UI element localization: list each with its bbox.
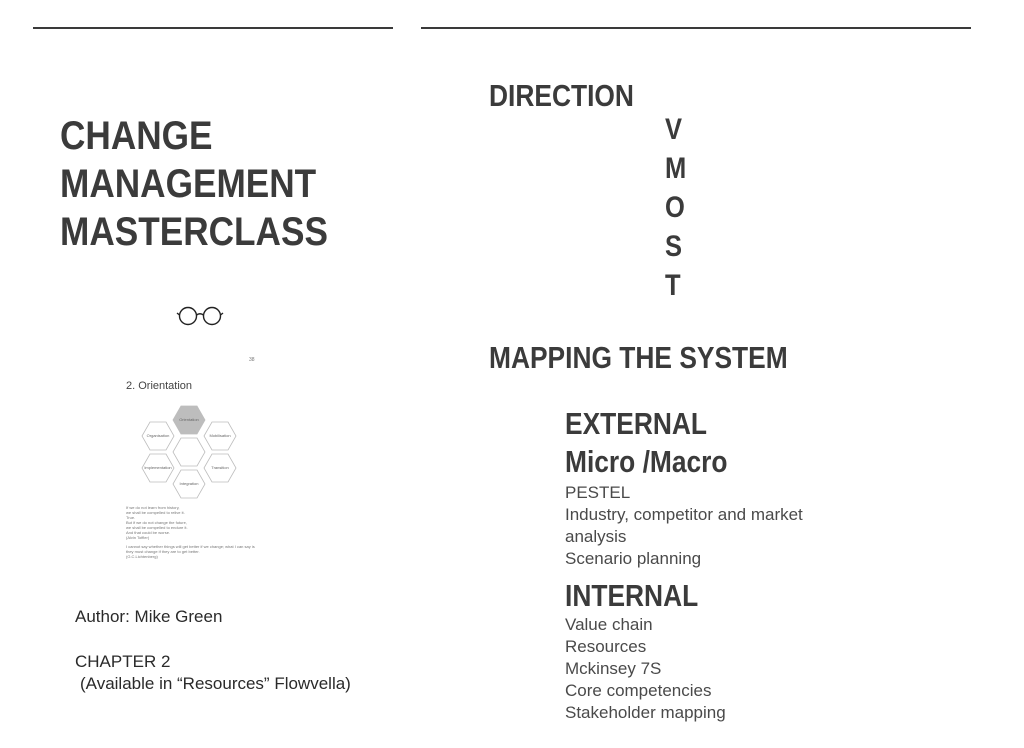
- title-line: MANAGEMENT: [60, 162, 317, 206]
- quote-line: But if we do not change the future,: [126, 520, 187, 525]
- external-heading: EXTERNAL: [565, 406, 708, 441]
- quote-line: I cannot say whether things will get better if we change; what I can say is: [126, 544, 255, 549]
- vmost-letter: S: [665, 230, 683, 263]
- external-items: [565, 482, 825, 570]
- internal-section: [565, 578, 825, 724]
- hex-label: Transition: [211, 465, 229, 470]
- external-subheading: Micro /Macro: [565, 444, 728, 479]
- vmost-letter: V: [665, 113, 683, 146]
- chapter-label: CHAPTER 2: [75, 652, 171, 671]
- list-item: Core competencies: [565, 681, 712, 700]
- author-text: Author: Mike Green: [75, 607, 223, 626]
- thumbnail-page-number: 38: [249, 357, 255, 363]
- mapping-heading: MAPPING THE SYSTEM: [489, 340, 788, 375]
- hex-label: Integration: [179, 481, 199, 486]
- availability-note: (Available in “Resources” Flowvella): [80, 674, 351, 693]
- vmost-acronym: [665, 110, 690, 305]
- internal-heading: INTERNAL: [565, 578, 699, 613]
- list-item: Scenario planning: [565, 549, 702, 568]
- quote-line: (G.C.Lichtenberg): [126, 554, 158, 559]
- vmost-letter: M: [665, 152, 687, 185]
- direction-heading: DIRECTION: [489, 78, 634, 113]
- thumbnail-title: 2. Orientation: [126, 380, 193, 392]
- book-title: [60, 112, 364, 256]
- hex-label: Organisation: [146, 433, 170, 438]
- hexagon-center: [173, 438, 205, 466]
- vmost-letter: O: [665, 191, 685, 224]
- list-item: Mckinsey 7S: [565, 659, 662, 678]
- chapter-info: [75, 651, 351, 695]
- list-item: PESTEL: [565, 483, 631, 502]
- hex-label: Orientation: [179, 417, 199, 422]
- hex-label: Mobilisation: [209, 433, 231, 438]
- external-section: [565, 406, 825, 570]
- hexagon-diagram: [118, 350, 260, 510]
- quote-line: (Alvin Toffler): [126, 535, 150, 540]
- top-rule-left: [33, 27, 393, 29]
- quote-line: If we do not learn from history,: [126, 505, 180, 510]
- vmost-letter: T: [665, 269, 681, 302]
- quote-line: we shall be compelled to endure it.: [126, 525, 188, 530]
- internal-items: [565, 614, 825, 724]
- list-item: Stakeholder mapping: [565, 703, 726, 722]
- list-item: Value chain: [565, 615, 653, 634]
- hex-label: Implementation: [144, 465, 172, 470]
- quote-line: True.: [126, 515, 136, 520]
- quote-line: And that could be worse.: [126, 530, 171, 535]
- orientation-page-thumbnail: [118, 350, 260, 565]
- glasses-icon: [176, 305, 224, 332]
- top-rule-right: [421, 27, 971, 29]
- title-line: CHANGE: [60, 114, 213, 158]
- quote-line: they must change if they are to get better.: [126, 549, 200, 554]
- list-item: Industry, competitor and market analysis: [565, 505, 803, 546]
- title-line: MASTERCLASS: [60, 210, 328, 254]
- list-item: Resources: [565, 637, 647, 656]
- quote-line: we shall be compelled to relive it.: [126, 510, 185, 515]
